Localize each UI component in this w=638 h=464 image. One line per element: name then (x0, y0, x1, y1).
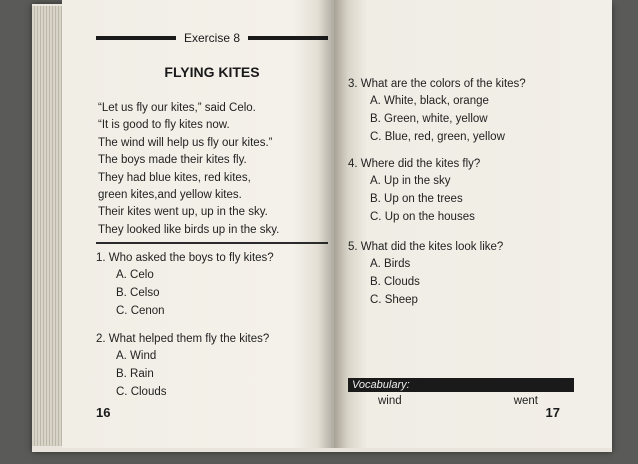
story-line: “It is good to fly kites now. (98, 119, 230, 132)
answer-option: B. Green, white, yellow (370, 113, 488, 125)
answer-option: C. Sheep (370, 294, 418, 306)
answer-option: A. Wind (116, 350, 157, 362)
answer-option: B. Celso (116, 287, 160, 299)
question-5 (348, 241, 588, 309)
page-edges (32, 6, 62, 446)
answer-option: A. Birds (370, 258, 411, 270)
exercise-label: Exercise 8 (183, 31, 241, 45)
story-line: The boys made their kites fly. (98, 154, 247, 167)
question-stem: 4. Where did the kites fly? (348, 158, 481, 170)
exercise-header (96, 30, 328, 46)
answer-option: C. Clouds (116, 386, 167, 398)
question-4 (348, 158, 588, 226)
right-page (334, 0, 612, 448)
page-number-left: 16 (96, 405, 111, 420)
answer-option: B. Up on the trees (370, 193, 463, 205)
answer-option: A. Celo (116, 269, 154, 281)
story-line: They looked like birds up in the sky. (98, 223, 280, 236)
question-stem: 1. Who asked the boys to fly kites? (96, 252, 274, 264)
answer-option: C. Blue, red, green, yellow (370, 131, 505, 143)
question-3 (348, 78, 588, 146)
story-line: The wind will help us fly our kites.” (98, 136, 273, 149)
header-rule-right (248, 36, 328, 40)
story-line: green kites,and yellow kites. (98, 189, 242, 202)
story-line: They had blue kites, red kites, (98, 171, 251, 184)
story-text (98, 100, 328, 239)
page-number-right: 17 (545, 405, 560, 420)
question-stem: 3. What are the colors of the kites? (348, 78, 526, 90)
vocabulary-label: Vocabulary: (348, 378, 574, 392)
vocabulary-word: went (513, 395, 538, 407)
answer-option: C. Cenon (116, 305, 165, 317)
answer-option: A. Up in the sky (370, 175, 451, 187)
answer-option: C. Up on the houses (370, 211, 475, 223)
vocabulary-word: wind (378, 395, 402, 407)
question-2 (96, 333, 328, 401)
question-stem: 2. What helped them fly the kites? (96, 333, 270, 345)
header-rule-left (96, 36, 176, 40)
question-stem: 5. What did the kites look like? (348, 241, 504, 253)
story-line: Their kites went up, up in the sky. (98, 206, 268, 219)
answer-option: B. Clouds (370, 276, 420, 288)
answer-option: B. Rain (116, 368, 154, 380)
answer-option: A. White, black, orange (370, 95, 489, 107)
story-line: “Let us fly our kites,” said Celo. (98, 102, 256, 114)
left-page (62, 0, 334, 448)
question-1 (96, 252, 328, 320)
section-divider (96, 242, 328, 244)
vocabulary-words (378, 395, 538, 407)
story-title: FLYING KITES (164, 64, 260, 80)
